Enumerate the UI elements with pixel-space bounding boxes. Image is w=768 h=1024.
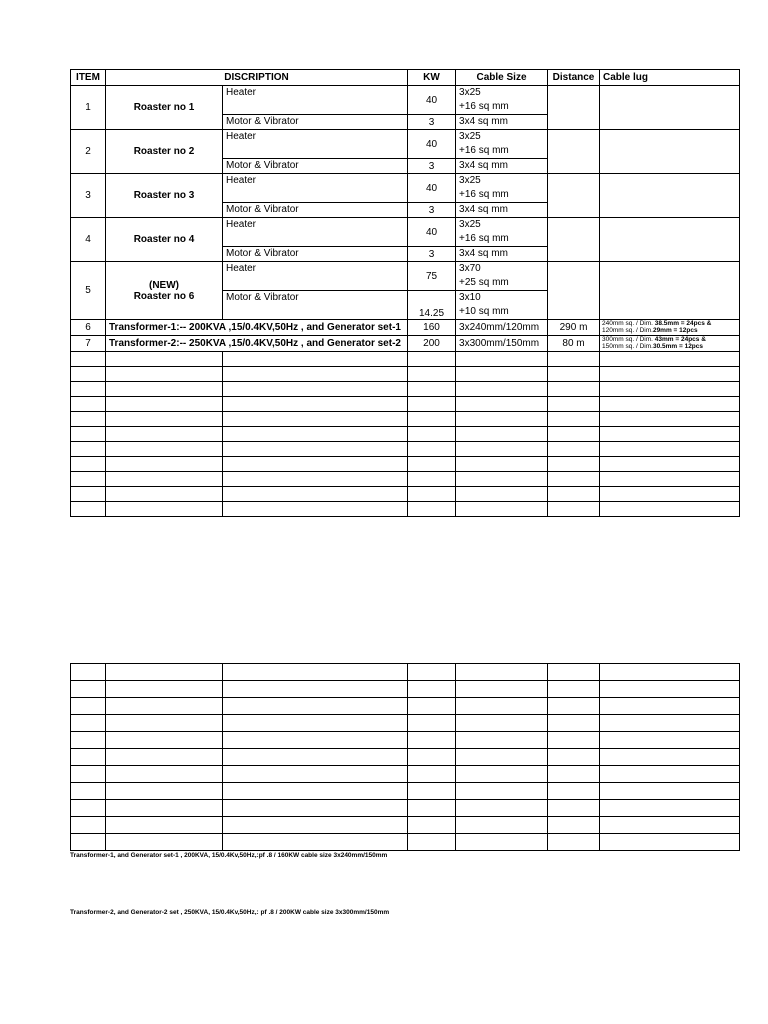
header-kw: KW (408, 70, 456, 86)
motor-label: Motor & Vibrator (223, 115, 408, 130)
lug-spec: 240mm sq. / Dim. (602, 320, 653, 327)
heater-cable (456, 174, 548, 203)
cable-line-1: 3x25 (459, 131, 481, 142)
cable-line-1: 3x70 (459, 263, 481, 274)
transformer-description: Transformer-2:-- 250KVA ,15/0.4KV,50Hz , and Generator set-2 (106, 336, 408, 352)
motor-cable: 3x4 sq mm (456, 247, 548, 262)
cable-line-2: +25 sq mm (459, 277, 509, 288)
item-number: 1 (71, 86, 106, 130)
distance-cell (548, 86, 600, 130)
empty-row (71, 664, 740, 681)
empty-row (71, 698, 740, 715)
empty-row (71, 412, 740, 427)
empty-row (71, 427, 740, 442)
motor-cable: 3x4 sq mm (456, 203, 548, 218)
header-row (71, 70, 740, 86)
cable-line-2: +16 sq mm (459, 145, 509, 156)
heater-kw: 40 (408, 174, 456, 203)
cable-line-1: 3x25 (459, 175, 481, 186)
lug-qty: = 12pcs (677, 343, 704, 350)
distance-cell (548, 130, 600, 174)
motor-label: Motor & Vibrator (223, 203, 408, 218)
empty-row (71, 487, 740, 502)
lug-line-1 (602, 320, 737, 327)
distance-cell (548, 262, 600, 320)
cable-line-1: 3x25 (459, 219, 481, 230)
cable-line-1: 3x25 (459, 87, 481, 98)
cable-line-2: +16 sq mm (459, 101, 509, 112)
transformer-cable-lug (600, 336, 740, 352)
item-number: 4 (71, 218, 106, 262)
heater-cable (456, 130, 548, 159)
lug-line-1 (602, 336, 737, 343)
table-row (71, 86, 740, 115)
header-description: DISCRIPTION (106, 70, 408, 86)
header-cable-size: Cable Size (456, 70, 548, 86)
note-transformer-1: Transformer-1, and Generator set-1 , 200KVA, 15/0.4Kv,50Hz,:pf .8 / 160KW cable size 3x240mm/150mm (70, 852, 388, 859)
item-number: 2 (71, 130, 106, 174)
lug-dim: 29mm (652, 327, 672, 334)
transformer-distance: 290 m (548, 320, 600, 336)
cable-lug-cell (600, 218, 740, 262)
transformer-description: Transformer-1:-- 200KVA ,15/0.4KV,50Hz , and Generator set-1 (106, 320, 408, 336)
empty-row (71, 681, 740, 698)
cable-line-2: +16 sq mm (459, 189, 509, 200)
empty-row (71, 352, 740, 367)
table-row (71, 336, 740, 352)
heater-label: Heater (223, 86, 408, 115)
cable-lug-cell (600, 174, 740, 218)
transformer-kw: 160 (408, 320, 456, 336)
roaster-name: Roaster no 1 (106, 86, 223, 130)
roaster-name (106, 262, 223, 320)
table-row (71, 218, 740, 247)
empty-row (71, 367, 740, 382)
roaster-name-line-2: Roaster no 6 (133, 290, 195, 302)
table-row (71, 262, 740, 291)
motor-cable: 3x4 sq mm (456, 159, 548, 174)
motor-label: Motor & Vibrator (223, 159, 408, 174)
motor-cable (456, 291, 548, 320)
transformer-distance: 80 m (548, 336, 600, 352)
cable-line-1: 3x10 (459, 292, 481, 303)
distance-cell (548, 174, 600, 218)
empty-row (71, 817, 740, 834)
lug-qty: = 24pcs & (673, 336, 706, 343)
empty-row (71, 715, 740, 732)
lug-line-2 (602, 343, 737, 350)
empty-row (71, 472, 740, 487)
cable-lug-cell (600, 262, 740, 320)
empty-row (71, 382, 740, 397)
heater-label: Heater (223, 130, 408, 159)
cable-line-2: +16 sq mm (459, 233, 509, 244)
cable-line-2: +10 sq mm (459, 306, 509, 317)
heater-kw: 75 (408, 262, 456, 291)
lug-dim: 43mm (654, 336, 674, 343)
motor-kw: 3 (408, 159, 456, 174)
motor-kw: 3 (408, 115, 456, 130)
lug-dim: 30.5mm (652, 343, 678, 350)
empty-row (71, 457, 740, 472)
header-distance: Distance (548, 70, 600, 86)
lug-qty: = 24pcs & (678, 320, 712, 327)
table-row (71, 174, 740, 203)
empty-row (71, 397, 740, 412)
table-row (71, 130, 740, 159)
empty-row (71, 766, 740, 783)
lug-dim: 38.5mm (654, 320, 679, 327)
item-number: 6 (71, 320, 106, 336)
empty-row (71, 800, 740, 817)
heater-cable (456, 262, 548, 291)
empty-row (71, 442, 740, 457)
distance-cell (548, 218, 600, 262)
motor-label: Motor & Vibrator (223, 291, 408, 320)
note-transformer-2: Transformer-2, and Generator-2 set , 250KVA, 15/0.4Kv,50Hz,: pf .8 / 200KW cable size 3x300mm/150mm (70, 909, 390, 916)
heater-label: Heater (223, 174, 408, 203)
lug-spec: 150mm sq. / Dim. (602, 343, 653, 350)
heater-cable (456, 86, 548, 115)
motor-label: Motor & Vibrator (223, 247, 408, 262)
header-cable-lug: Cable lug (600, 70, 740, 86)
heater-cable (456, 218, 548, 247)
item-number: 7 (71, 336, 106, 352)
roaster-name-line-1: (NEW) (149, 279, 179, 291)
empty-row (71, 502, 740, 517)
lug-qty: = 12pcs (671, 327, 698, 334)
empty-row (71, 732, 740, 749)
cable-schedule-table (70, 69, 740, 517)
blank-grid-table (70, 663, 740, 851)
motor-kw: 3 (408, 247, 456, 262)
transformer-cable-lug (600, 320, 740, 336)
heater-kw: 40 (408, 86, 456, 115)
heater-label: Heater (223, 218, 408, 247)
item-number: 5 (71, 262, 106, 320)
header-item: ITEM (71, 70, 106, 86)
roaster-name: Roaster no 2 (106, 130, 223, 174)
heater-label: Heater (223, 262, 408, 291)
lug-spec: 300mm sq. / Dim. (602, 336, 653, 343)
item-number: 3 (71, 174, 106, 218)
cable-lug-cell (600, 130, 740, 174)
heater-kw: 40 (408, 130, 456, 159)
empty-row (71, 783, 740, 800)
transformer-cable: 3x240mm/120mm (456, 320, 548, 336)
roaster-name: Roaster no 4 (106, 218, 223, 262)
empty-row (71, 749, 740, 766)
lug-spec: 120mm sq. / Dim. (602, 327, 653, 334)
heater-kw: 40 (408, 218, 456, 247)
motor-kw: 14.25 (408, 291, 456, 320)
motor-cable: 3x4 sq mm (456, 115, 548, 130)
table-row (71, 320, 740, 336)
empty-row (71, 834, 740, 851)
cable-lug-cell (600, 86, 740, 130)
transformer-cable: 3x300mm/150mm (456, 336, 548, 352)
transformer-kw: 200 (408, 336, 456, 352)
roaster-name: Roaster no 3 (106, 174, 223, 218)
motor-kw: 3 (408, 203, 456, 218)
lug-line-2 (602, 327, 737, 334)
